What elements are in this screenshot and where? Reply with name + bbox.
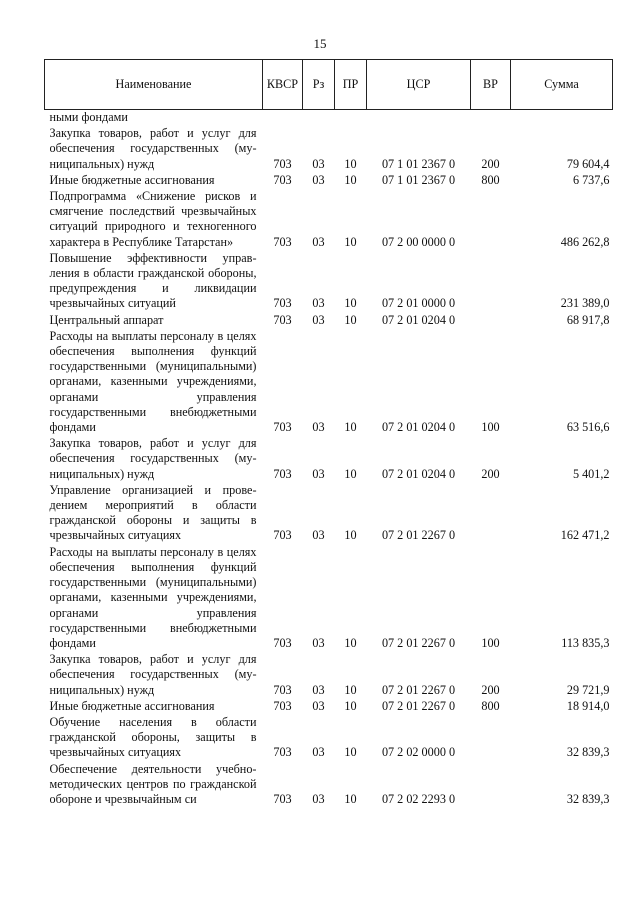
header-sum: Сумма [511, 60, 613, 110]
cell-csr: 07 2 00 0000 0 [381, 234, 456, 249]
cell-name: Закупка товаров, работ и услуг для обеспечения государственных (муниципальных) нужд [49, 436, 257, 481]
cell-kvsr [263, 110, 303, 127]
cell-sum: 29 721,9 [566, 682, 610, 697]
cell-sum: 79 604,4 [566, 156, 610, 171]
cell-rz: 03 [312, 420, 325, 435]
table-row [45, 699, 613, 715]
table-row [45, 483, 613, 545]
cell-rz: 03 [312, 682, 325, 697]
cell-rz: 03 [312, 172, 325, 187]
cell-pr: 10 [344, 420, 357, 435]
cell-sum: 32 839,3 [566, 791, 610, 806]
cell-vr: 800 [481, 698, 500, 713]
cell-pr: 10 [344, 528, 357, 543]
cell-rz: 03 [312, 698, 325, 713]
cell-rz: 03 [312, 156, 325, 171]
table-row [45, 189, 613, 251]
cell-sum: 32 839,3 [566, 745, 610, 760]
cell-pr: 10 [344, 682, 357, 697]
cell-pr: 10 [344, 698, 357, 713]
cell-rz: 03 [312, 635, 325, 650]
cell-name: Иные бюджетные ассигнования [49, 172, 215, 187]
cell-sum: 5 401,2 [572, 466, 610, 481]
cell-rz: 03 [312, 528, 325, 543]
cell-name: Обучение населения в области гражданской обороны, защиты в чрезвычайных ситуациях [49, 714, 257, 760]
cell-csr: 07 2 01 2267 0 [381, 528, 456, 543]
cell-name: ными фондами [49, 110, 128, 124]
table-row [45, 126, 613, 173]
table-row [45, 251, 613, 313]
cell-kvsr: 703 [273, 296, 292, 311]
cell-sum: 63 516,6 [566, 420, 610, 435]
cell-kvsr: 703 [273, 466, 292, 481]
cell-kvsr: 703 [273, 234, 292, 249]
cell-pr: 10 [344, 635, 357, 650]
cell-pr: 10 [344, 172, 357, 187]
cell-kvsr: 703 [273, 698, 292, 713]
cell-sum: 486 262,8 [560, 234, 610, 249]
cell-vr [471, 715, 511, 762]
cell-kvsr: 703 [273, 156, 292, 171]
table-row [45, 436, 613, 483]
cell-vr [471, 251, 511, 313]
cell-sum [511, 110, 613, 127]
cell-kvsr: 703 [273, 312, 292, 327]
cell-kvsr: 703 [273, 420, 292, 435]
cell-sum: 68 917,8 [566, 312, 610, 327]
cell-rz: 03 [312, 296, 325, 311]
cell-pr: 10 [344, 296, 357, 311]
cell-kvsr: 703 [273, 528, 292, 543]
cell-csr: 07 2 01 2267 0 [381, 635, 456, 650]
table-row [45, 173, 613, 189]
cell-vr: 200 [481, 682, 500, 697]
cell-kvsr: 703 [273, 682, 292, 697]
cell-pr: 10 [344, 466, 357, 481]
table-row [45, 329, 613, 436]
cell-vr: 200 [481, 466, 500, 481]
cell-csr: 07 2 01 2267 0 [381, 698, 456, 713]
cell-vr: 800 [481, 172, 500, 187]
cell-rz: 03 [312, 466, 325, 481]
cell-name: Подпрограмма «Снижение рисков и смягчение последствий чрезвычайных ситуаций природного и техногенного характера в Республике Татарстан» [49, 189, 257, 249]
header-rz: Рз [303, 60, 335, 110]
cell-vr: 100 [481, 635, 500, 650]
header-name: Наименование [45, 60, 263, 110]
cell-sum: 18 914,0 [566, 698, 610, 713]
cell-name: Повышение эффективности управления в области гражданской обороны, предупреждения и ликвидации чрезвычайных ситуаций [49, 250, 257, 311]
cell-vr [471, 189, 511, 251]
cell-pr: 10 [344, 791, 357, 806]
cell-rz: 03 [312, 312, 325, 327]
cell-pr [335, 110, 367, 127]
cell-vr [471, 110, 511, 127]
cell-kvsr: 703 [273, 791, 292, 806]
cell-vr [471, 762, 511, 809]
cell-pr: 10 [344, 234, 357, 249]
cell-csr: 07 2 02 2293 0 [381, 791, 456, 806]
cell-vr [471, 313, 511, 329]
header-pr: ПР [335, 60, 367, 110]
cell-sum: 6 737,6 [572, 172, 610, 187]
cell-sum: 113 835,3 [561, 635, 610, 650]
header-vr: ВР [471, 60, 511, 110]
table-row [45, 313, 613, 329]
cell-pr: 10 [344, 156, 357, 171]
cell-name: Закупка товаров, работ и услуг для обеспечения государственных (муниципальных) нужд [49, 126, 257, 171]
cell-kvsr: 703 [273, 635, 292, 650]
cell-name: Иные бюджетные ассигнования [49, 698, 215, 713]
cell-csr [367, 110, 471, 127]
cell-pr: 10 [344, 312, 357, 327]
cell-csr: 07 1 01 2367 0 [381, 156, 456, 171]
cell-name: Управление организацией и проведением мероприятий в области гражданской обороны и защиты в чрезвычайных ситуациях [49, 482, 257, 543]
header-csr: ЦСР [367, 60, 471, 110]
cell-name: Расходы на выплаты персоналу в целях обеспечения выполнения функций государственными (муниципальными) органами, казенными учреждениями, органами управления государственными внебюджетными фондами [49, 544, 257, 650]
cell-sum: 162 471,2 [560, 528, 610, 543]
cell-vr: 100 [481, 420, 500, 435]
header-kvsr: КВСР [263, 60, 303, 110]
cell-kvsr: 703 [273, 172, 292, 187]
cell-csr: 07 2 02 0000 0 [381, 745, 456, 760]
table-row [45, 110, 613, 127]
table-header [45, 60, 613, 110]
cell-name: Закупка товаров, работ и услуг для обеспечения государственных (муниципальных) нужд [49, 652, 257, 697]
cell-csr: 07 2 01 0204 0 [381, 466, 456, 481]
table-row [45, 652, 613, 699]
cell-csr: 07 1 01 2367 0 [381, 172, 456, 187]
cell-name: Расходы на выплаты персоналу в целях обеспечения выполнения функций государственными (муниципальными) органами, казенными учреждениями, органами управления государственными внебюджетными фондами [49, 328, 257, 435]
table-body [45, 110, 613, 809]
cell-sum: 231 389,0 [560, 296, 610, 311]
cell-kvsr: 703 [273, 745, 292, 760]
page-number: 15 [313, 36, 327, 51]
cell-vr [471, 483, 511, 545]
cell-vr: 200 [481, 156, 500, 171]
table-row [45, 545, 613, 652]
cell-rz: 03 [312, 791, 325, 806]
cell-rz [303, 110, 335, 127]
cell-name: Центральный аппарат [49, 312, 164, 327]
cell-rz: 03 [312, 234, 325, 249]
cell-name: Обеспечение деятельности учебно-методических центров по гражданской обороне и чрезвычайным си [49, 761, 257, 806]
cell-rz: 03 [312, 745, 325, 760]
cell-csr: 07 2 01 0204 0 [381, 312, 456, 327]
cell-csr: 07 2 01 0204 0 [381, 420, 456, 435]
cell-csr: 07 2 01 2267 0 [381, 682, 456, 697]
table-row [45, 762, 613, 809]
cell-pr: 10 [344, 745, 357, 760]
budget-table [44, 59, 613, 808]
table-row [45, 715, 613, 762]
cell-csr: 07 2 01 0000 0 [381, 296, 456, 311]
